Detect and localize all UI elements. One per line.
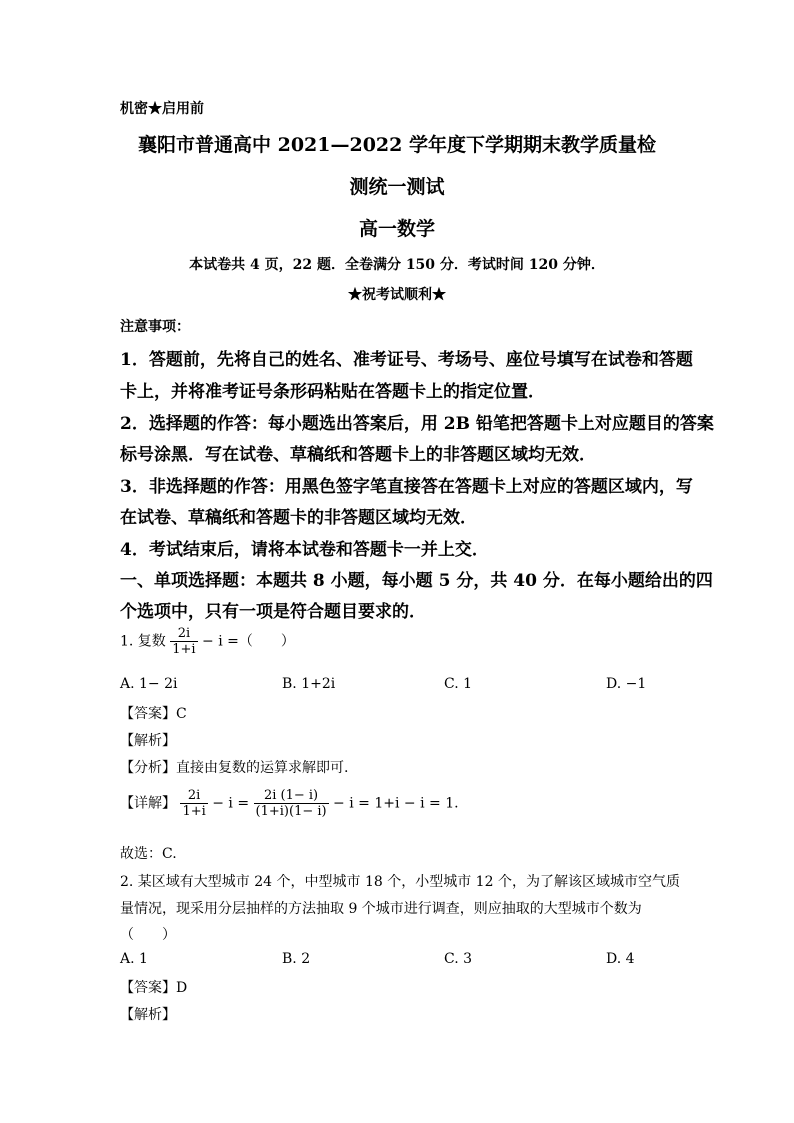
q1-fenxi: 【分析】直接由复数的运算求解即可. xyxy=(120,760,349,776)
exam-title-line1: 襄阳市普通高中 2021—2022 学年度下学期期末教学质量检 xyxy=(138,134,656,156)
q2-answer: 【答案】D xyxy=(120,980,188,996)
question-1 xyxy=(120,626,295,657)
q1-conclusion: 故选：C. xyxy=(120,846,177,862)
q1-analysis-label: 【解析】 xyxy=(120,733,176,749)
q1-option-b: B. 1+2i xyxy=(282,676,336,692)
section1-line2: 个选项中，只有一项是符合题目要求的． xyxy=(120,602,426,622)
exam-info: 本试卷共 4 页，22 题．全卷满分 150 分．考试时间 120 分钟． xyxy=(189,257,605,273)
q1-answer: 【答案】C xyxy=(120,706,187,722)
subject-title: 高一数学 xyxy=(358,218,435,240)
q2-option-b: B. 2 xyxy=(282,951,311,967)
note-2b: 标号涂黑．写在试卷、草稿纸和答题卡上的非答题区域均无效． xyxy=(120,445,596,465)
section1-line1: 一、单项选择题：本题共 8 小题，每小题 5 分，共 40 分．在每小题给出的四 xyxy=(120,571,713,591)
q2-option-c: C. 3 xyxy=(444,951,473,967)
q1-detail-mid: − i = xyxy=(212,795,250,812)
q1-prefix: 1. 复数 xyxy=(120,633,166,650)
note-3a: 3．非选择题的作答：用黑色签字笔直接答在答题卡上对应的答题区域内，写 xyxy=(120,477,693,497)
q1-detail-f1-den: 1+i xyxy=(182,804,206,819)
exam-title-line2: 测统一测试 xyxy=(349,176,445,198)
q2-line1: 2. 某区域有大型城市 24 个，中型城市 18 个，小型城市 12 个，为了解该区域城市空气质 xyxy=(120,874,680,890)
q1-frac-num: 2i xyxy=(177,626,191,641)
q1-option-d: D. −1 xyxy=(606,676,647,692)
q1-detail-f1-num: 2i xyxy=(187,788,201,803)
q1-detail xyxy=(120,788,459,819)
confidential-label: 机密★启用前 xyxy=(120,101,204,117)
notes-heading: 注意事项： xyxy=(120,319,190,335)
q2-analysis-label: 【解析】 xyxy=(120,1007,176,1023)
q1-fraction xyxy=(170,626,197,657)
note-4: 4．考试结束后，请将本试卷和答题卡一并上交． xyxy=(120,540,489,560)
q1-frac-den: 1+i xyxy=(172,642,196,657)
q1-detail-fraction-2 xyxy=(254,788,329,819)
q2-option-d: D. 4 xyxy=(606,951,635,967)
q2-option-a: A. 1 xyxy=(120,951,148,967)
q1-detail-f2-den: (1+i)(1− i) xyxy=(255,804,327,819)
q1-detail-end: − i = 1+i − i = 1. xyxy=(333,795,459,812)
note-3b: 在试卷、草稿纸和答题卡的非答题区域均无效． xyxy=(120,508,477,528)
q1-detail-f2-num: 2i (1− i) xyxy=(263,788,319,803)
note-1b: 卡上，并将准考证号条形码粘贴在答题卡上的指定位置． xyxy=(120,382,545,402)
q1-detail-label: 【详解】 xyxy=(120,795,176,812)
q1-option-c: C. 1 xyxy=(444,676,473,692)
note-1a: 1．答题前，先将自己的姓名、准考证号、考场号、座位号填写在试卷和答题 xyxy=(120,350,693,370)
good-luck: ★祝考试顺利★ xyxy=(348,287,446,303)
note-2a: 2．选择题的作答：每小题选出答案后，用 2B 铅笔把答题卡上对应题目的答案 xyxy=(120,414,714,434)
q1-suffix: − i =（ ） xyxy=(202,633,295,650)
q1-detail-fraction-1 xyxy=(180,788,207,819)
q2-line2: 量情况，现采用分层抽样的方法抽取 9 个城市进行调查，则应抽取的大型城市个数为 xyxy=(120,901,642,917)
q1-option-a: A. 1− 2i xyxy=(120,676,178,692)
q2-line3: （ ） xyxy=(120,927,176,943)
